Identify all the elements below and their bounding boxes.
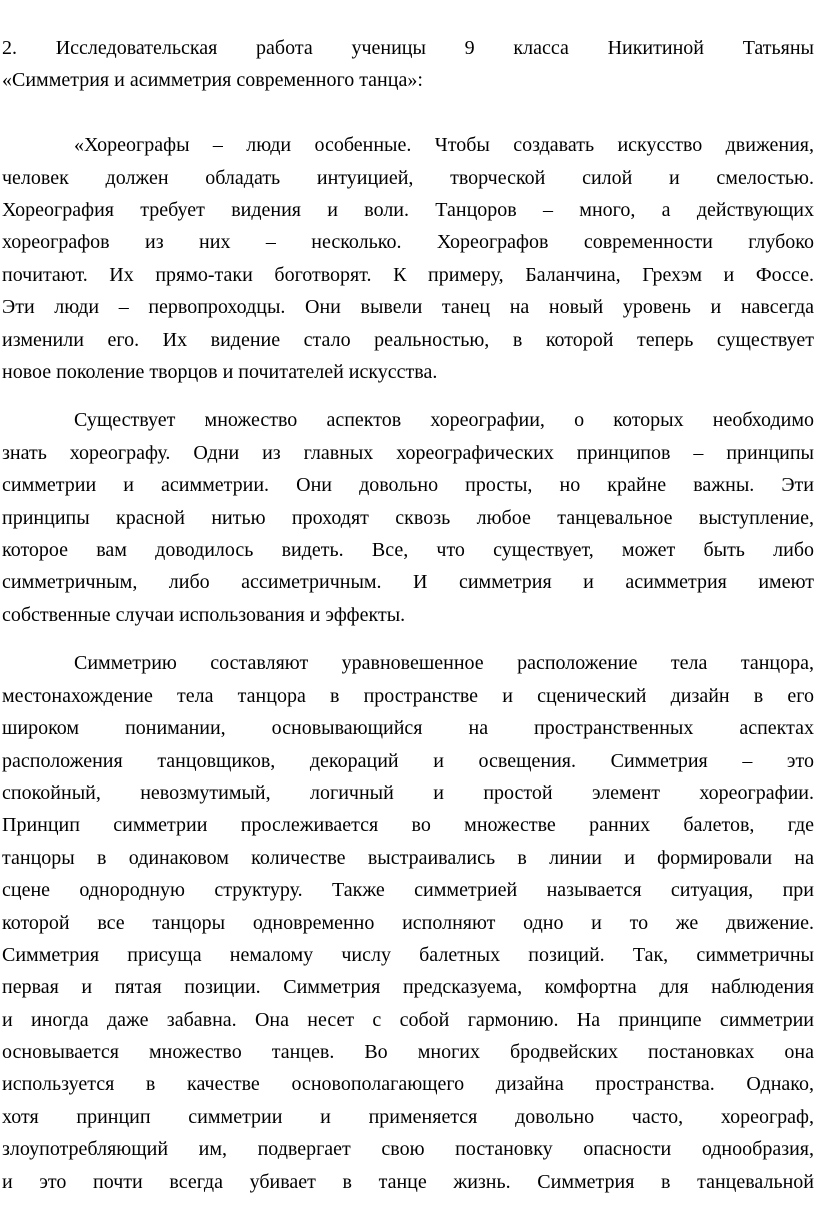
text-line: Симметрию составляют уравновешенное расположение тела танцора,	[74, 652, 814, 675]
paragraph-gap	[2, 113, 814, 129]
text-line: Существует множество аспектов хореографии, о которых необходимо	[74, 409, 814, 432]
heading-line: 2. Исследовательская работа ученицы 9 класса Никитиной Татьяны	[2, 37, 814, 59]
text-line: «Хореографы – люди особенные. Чтобы создавать искусство движения,	[74, 134, 814, 157]
text-line: злоупотребляющий им, подвергает свою постановку опасности однообразия,	[2, 1138, 814, 1161]
text-line: хореографов из них – несколько. Хореографов современности глубоко	[2, 231, 814, 254]
text-line: принципы красной нитью проходят сквозь любое танцевальное выступление,	[2, 506, 814, 529]
text-line: первая и пятая позиции. Симметрия предсказуема, комфортна для наблюдения	[2, 976, 814, 999]
text-line: спокойный, невозмутимый, логичный и простой элемент хореографии.	[2, 781, 814, 804]
text-line: человек должен обладать интуицией, творческой силой и смелостью.	[2, 166, 814, 189]
text-line: новое поколение творцов и почитателей искусства.	[2, 360, 438, 383]
text-line: основывается множество танцев. Во многих бродвейских постановках она	[2, 1041, 814, 1064]
text-line: которой все танцоры одновременно исполняют одно и то же движение.	[2, 911, 814, 934]
text-line: используется в качестве основополагающего дизайна пространства. Однако,	[2, 1073, 814, 1096]
paragraph-gap	[2, 97, 814, 113]
document-heading	[2, 32, 814, 97]
text-line: знать хореографу. Одни из главных хореографических принципов – принципы	[2, 441, 814, 464]
text-line: Принцип симметрии прослеживается во множестве ранних балетов, где	[2, 814, 814, 837]
paragraph-aspects	[2, 404, 814, 631]
document-body	[2, 32, 814, 1198]
text-line: танцоры в одинаковом количестве выстраивались в линии и формировали на	[2, 846, 814, 869]
paragraph-gap	[2, 631, 814, 647]
paragraph-gap	[2, 388, 814, 404]
text-line: и это почти всегда убивает в танце жизнь. Симметрия в танцевальной	[2, 1170, 814, 1193]
paragraph-symmetry	[2, 647, 814, 1198]
paragraph-choreographers	[2, 129, 814, 388]
text-line: симметричным, либо ассиметричным. И симметрия и асимметрия имеют	[2, 571, 814, 594]
text-line: Симметрия присуща немалому числу балетных позиций. Так, симметричны	[2, 943, 814, 966]
text-line: сцене однородную структуру. Также симметрией называется ситуация, при	[2, 879, 814, 902]
text-line: местонахождение тела танцора в пространстве и сценический дизайн в его	[2, 684, 814, 707]
text-line: почитают. Их прямо-таки боготворят. К примеру, Баланчина, Грехэм и Фоссе.	[2, 263, 814, 286]
text-line: Эти люди – первопроходцы. Они вывели танец на новый уровень и навсегда	[2, 296, 814, 319]
text-line: и иногда даже забавна. Она несет с собой гармонию. На принципе симметрии	[2, 1008, 814, 1031]
text-line: широком понимании, основывающийся на пространственных аспектах	[2, 717, 814, 740]
heading-line: «Симметрия и асимметрия современного танца»:	[2, 69, 423, 92]
text-line: собственные случаи использования и эффекты.	[2, 603, 406, 626]
text-line: изменили его. Их видение стало реальностью, в которой теперь существует	[2, 328, 814, 351]
text-line: которое вам доводилось видеть. Все, что существует, может быть либо	[2, 539, 814, 562]
text-line: Хореография требует видения и воли. Танцоров – много, а действующих	[2, 198, 814, 221]
text-line: симметрии и асимметрии. Они довольно просты, но крайне важны. Эти	[2, 474, 814, 497]
text-line: расположения танцовщиков, декораций и освещения. Симметрия – это	[2, 749, 814, 772]
text-line: хотя принцип симметрии и применяется довольно часто, хореограф,	[2, 1105, 814, 1128]
